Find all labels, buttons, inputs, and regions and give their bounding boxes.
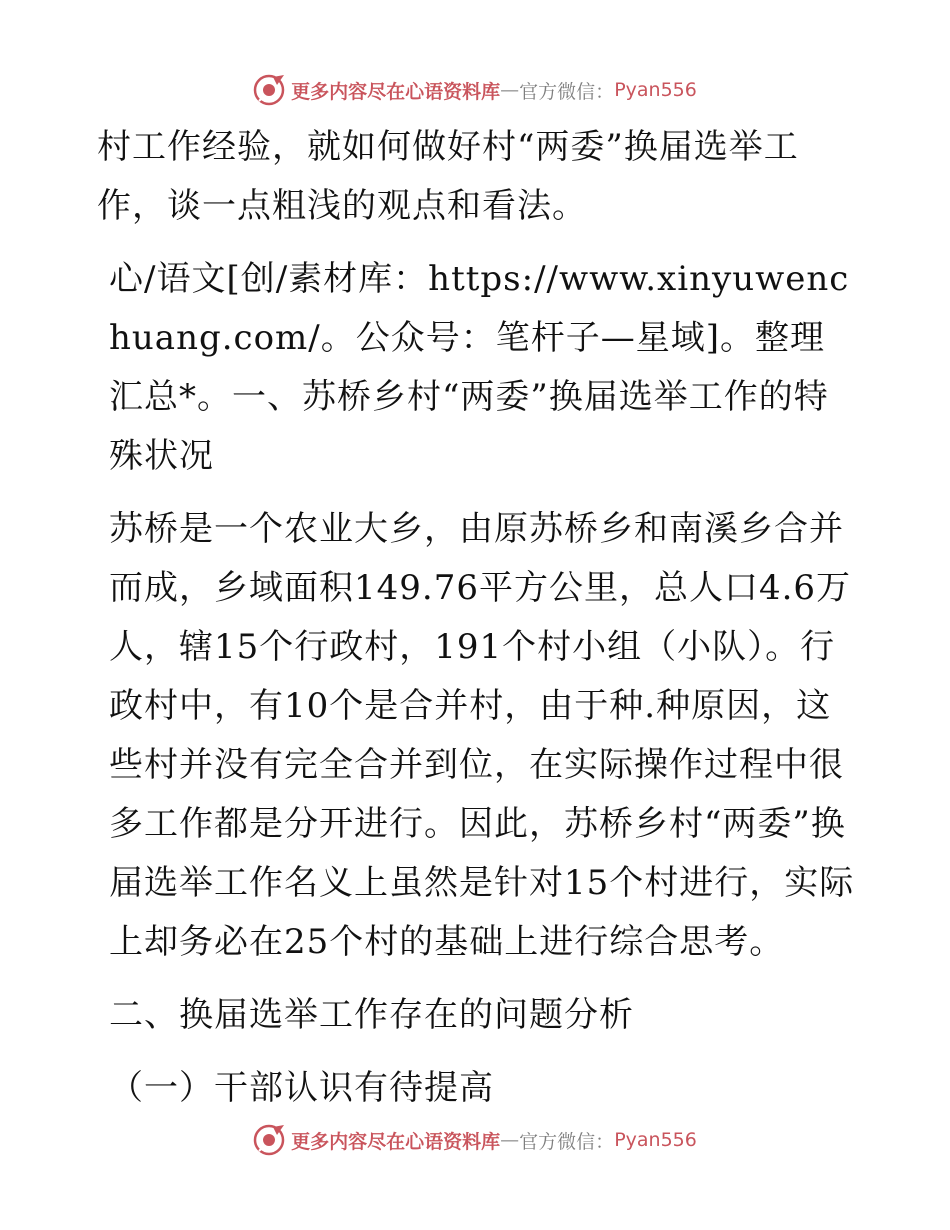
watermark-wechat-id: Pyan556	[614, 79, 697, 101]
watermark-separator: —	[500, 1129, 520, 1151]
footer-watermark	[0, 1120, 950, 1160]
pen-circle-logo-icon	[253, 1123, 287, 1157]
heading-subsection-one: （一）干部认识有待提高	[109, 1068, 494, 1108]
header-watermark	[0, 70, 950, 110]
pen-circle-logo-icon	[253, 73, 287, 107]
watermark-wechat-id: Pyan556	[614, 1129, 697, 1151]
watermark-brand-text: 更多内容尽在心语资料库	[291, 1130, 501, 1153]
paragraph-continuation: 村工作经验，就如何做好村“两委”换届选举工作，谈一点粗浅的观点和看法。	[97, 127, 799, 226]
paragraph-source-and-section-one: 心/语文[创/素材库：https://www.xinyuwenchuang.com/。公众号：笔杆子—星域]。整理汇总*。一、苏桥乡村“两委”换届选举工作的特殊状况	[109, 259, 850, 476]
paragraph-suqiao-overview: 苏桥是一个农业大乡，由原苏桥乡和南溪乡合并而成，乡域面积149.76平方公里，总人口4.6万人，辖15个行政村，191个村小组（小队）。行政村中，有10个是合并村，由于种.种原因，这些村并没有完全合并到位，在实际操作过程中很多工作都是分开进行。因此，苏桥乡村“两委”换届选举工作名义上虽然是针对15个村进行，实际上却务必在25个村的基础上进行综合思考。	[109, 509, 855, 962]
watermark-wechat-label: 官方微信：	[519, 80, 615, 103]
heading-section-two: 二、换届选举工作存在的问题分析	[109, 995, 634, 1035]
watermark-separator: —	[500, 79, 520, 101]
watermark-wechat-label: 官方微信：	[519, 1130, 615, 1153]
document-body	[97, 118, 857, 1118]
watermark-brand-text: 更多内容尽在心语资料库	[291, 80, 501, 103]
